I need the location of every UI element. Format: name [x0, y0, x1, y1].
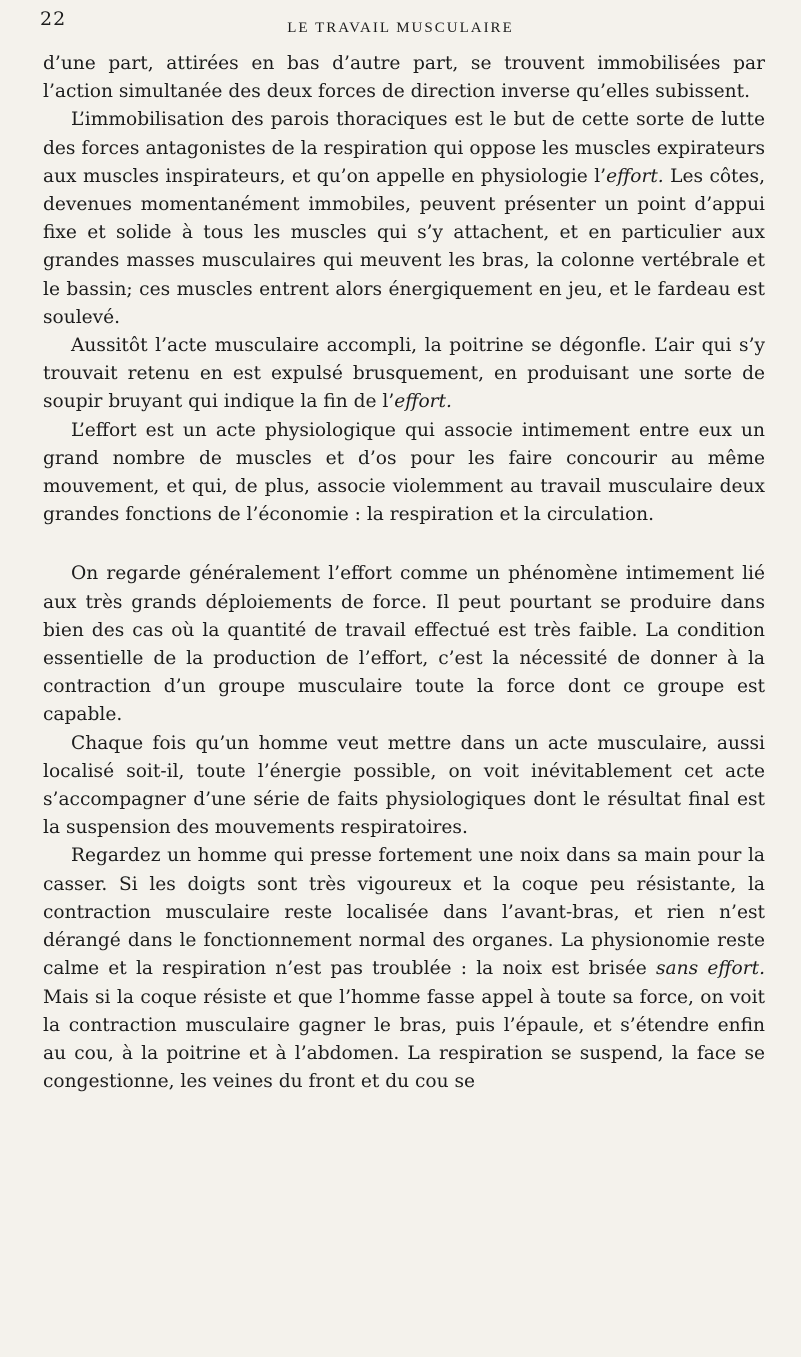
paragraph-7: [43, 842, 765, 1096]
page-number: 22: [40, 8, 67, 30]
paragraph-5: [43, 560, 765, 729]
text-run: Regardez un homme qui presse fortement une noix dans sa main pour la casser. Si les doigts sont très vigoureux et la coque peu résistante, la contraction musculaire reste localisée dans l’avant-bras, et rien n’est dérangé dans le fonctionnement normal des organes. La physionomie reste calme et la respiration n’est pas troublée : la noix est brisée: [43, 845, 765, 980]
paragraph-2: [43, 106, 765, 332]
text-run: d’une part, attirées en bas d’autre part, se trouvent immobilisées par l’action simultanée des deux forces de direction inverse qu’elles subissent.: [43, 53, 765, 103]
text-run: Aussitôt l’acte musculaire accompli, la poitrine se dégonfle. L’air qui s’y trouvait retenu en est expulsé brusquement, en produisant une sorte de soupir bruyant qui indique la fin de l’: [43, 335, 765, 413]
running-head: LE TRAVAIL MUSCULAIRE: [287, 20, 514, 36]
text-run: Mais si la coque résiste et que l’homme fasse appel à toute sa force, on voit la contraction musculaire gagner le bras, puis l’épaule, et s’étendre enfin au cou, à la poitrine et à l’abdomen. La respiration se suspend, la face se congestionne, les veines du front et du cou se: [43, 986, 765, 1093]
text-run: L’immobilisation des parois thoraciques est le but de cette sorte de lutte des forces antagonistes de la respiration qui oppose les muscles expirateurs aux muscles inspirateurs, et qu’on appelle en physiologie l’: [43, 109, 765, 187]
text-run: On regarde généralement l’effort comme un phénomène intimement lié aux très grands déploiements de force. Il peut pourtant se produire dans bien des cas où la quantité de travail effectué est très faible. La condition essentielle de la production de l’effort, c’est la nécessité de donner à la contraction d’un groupe musculaire toute la force dont ce groupe est capable.: [43, 563, 765, 726]
paragraph-1: [43, 50, 765, 106]
body-text: [43, 50, 765, 1096]
italic-term: sans effort.: [656, 958, 765, 980]
italic-term: effort.: [394, 391, 452, 413]
text-run: L’effort est un acte physiologique qui associe intimement entre eux un grand nombre de muscles et d’os pour les faire concourir au même mouvement, et qui, de plus, associe violemment au travail musculaire deux grandes fonctions de l’économie : la respiration et la circulation.: [43, 419, 765, 526]
paragraph-6: [43, 730, 765, 843]
paragraph-3: [43, 332, 765, 417]
paragraph-4: [43, 417, 765, 530]
italic-term: effort.: [606, 165, 664, 187]
text-run: Les côtes, devenues momentanément immobiles, peuvent présenter un point d’appui fixe et solide à tous les muscles qui s’y attachent, et en particulier aux grandes masses musculaires qui meuvent les bras, la colonne vertébrale et le bassin; ces muscles entrent alors énergiquement en jeu, et le fardeau est soulevé.: [43, 165, 765, 328]
text-run: Chaque fois qu’un homme veut mettre dans un acte musculaire, aussi localisé soit-il, toute l’énergie possible, on voit inévitablement cet acte s’accompagner d’une série de faits physiologiques dont le résultat final est la suspension des mouvements respiratoires.: [43, 732, 765, 839]
